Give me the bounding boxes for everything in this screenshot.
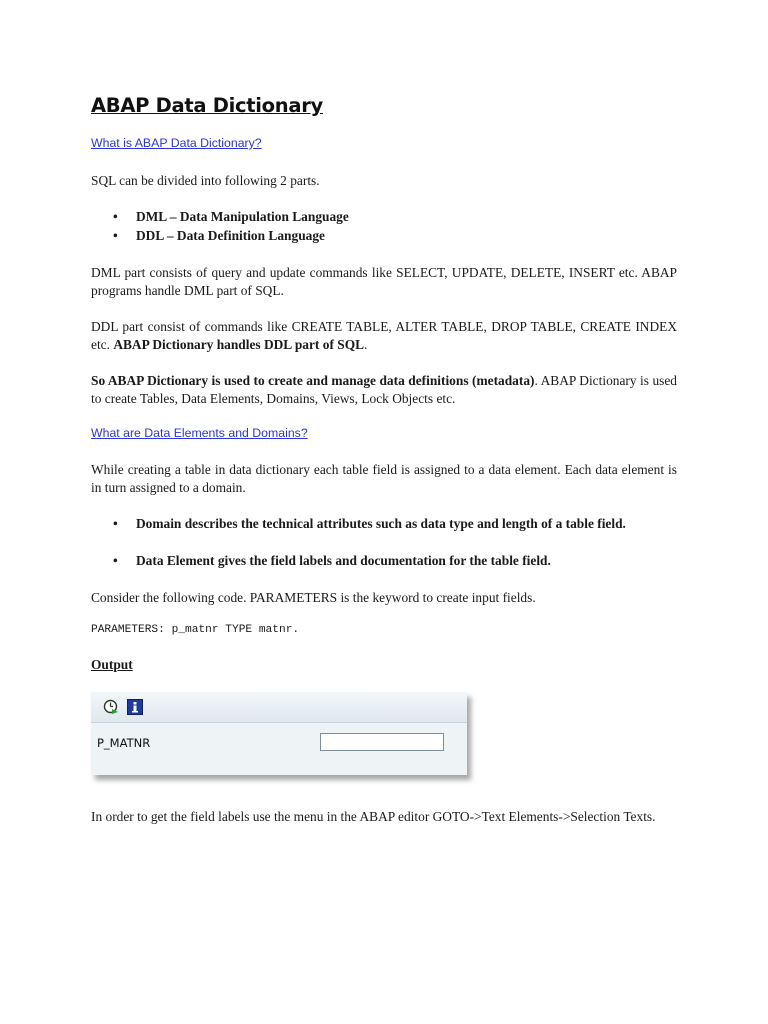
info-icon[interactable] bbox=[127, 699, 143, 715]
sap-form-body bbox=[91, 723, 467, 775]
list-item bbox=[113, 552, 677, 570]
paragraph-data-elements: While creating a table in data dictionary each table field is assigned to a data element. Each data element is in turn assigned to a domain. bbox=[91, 462, 677, 495]
code-snippet: PARAMETERS: p_matnr TYPE matnr. bbox=[91, 624, 300, 636]
paragraph-abap-dictionary-text: . ABAP Dictionary is used to create Tables, Data Elements, Domains, Views, Lock Objects etc. bbox=[91, 373, 677, 406]
paragraph-abap-dictionary-bold: So ABAP Dictionary is used to create and manage data definitions (metadata) bbox=[91, 373, 535, 388]
paragraph-field-labels: In order to get the field labels use the menu in the ABAP editor GOTO->Text Elements->Selection Texts. bbox=[91, 809, 656, 824]
bullet-icon: • bbox=[113, 209, 118, 224]
paragraph-ddl bbox=[91, 318, 677, 354]
list-item-text: DDL – Data Definition Language bbox=[136, 228, 325, 243]
list-item bbox=[113, 227, 677, 245]
sap-toolbar bbox=[91, 692, 467, 723]
paragraph-ddl-bold: ABAP Dictionary handles DDL part of SQL bbox=[113, 337, 365, 352]
execute-icon[interactable] bbox=[103, 698, 119, 714]
paragraph-dml: DML part consists of query and update commands like SELECT, UPDATE, DELETE, INSERT etc. ABAP programs handle DML part of SQL. bbox=[91, 265, 677, 298]
link-what-is-abap-data-dictionary[interactable]: What is ABAP Data Dictionary? bbox=[91, 136, 262, 150]
link-data-elements-and-domains[interactable]: What are Data Elements and Domains? bbox=[91, 426, 308, 440]
sap-selection-screen bbox=[91, 692, 467, 775]
paragraph-ddl-end: . bbox=[364, 337, 368, 352]
page-title: ABAP Data Dictionary bbox=[91, 94, 323, 117]
paragraph-parameters: Consider the following code. PARAMETERS is the keyword to create input fields. bbox=[91, 590, 536, 605]
list-item bbox=[113, 515, 677, 533]
bullet-icon: • bbox=[113, 228, 118, 243]
bullet-icon: • bbox=[113, 516, 118, 531]
p-matnr-label: P_MATNR bbox=[97, 736, 151, 750]
paragraph-sql-parts: SQL can be divided into following 2 parts. bbox=[91, 173, 320, 188]
output-heading: Output bbox=[91, 657, 133, 672]
list-item-text: Data Element gives the field labels and documentation for the table field. bbox=[136, 553, 551, 568]
list-item-text: DML – Data Manipulation Language bbox=[136, 209, 349, 224]
list-item bbox=[113, 208, 677, 226]
bullet-icon: • bbox=[113, 553, 118, 568]
paragraph-ddl-text: DDL part consist of commands like CREATE TABLE, ALTER TABLE, DROP TABLE, CREATE INDEX etc. bbox=[91, 319, 677, 352]
list-item-text: Domain describes the technical attributes such as data type and length of a table field. bbox=[136, 516, 626, 531]
paragraph-abap-dictionary-use bbox=[91, 372, 677, 408]
p-matnr-input[interactable] bbox=[320, 733, 444, 751]
